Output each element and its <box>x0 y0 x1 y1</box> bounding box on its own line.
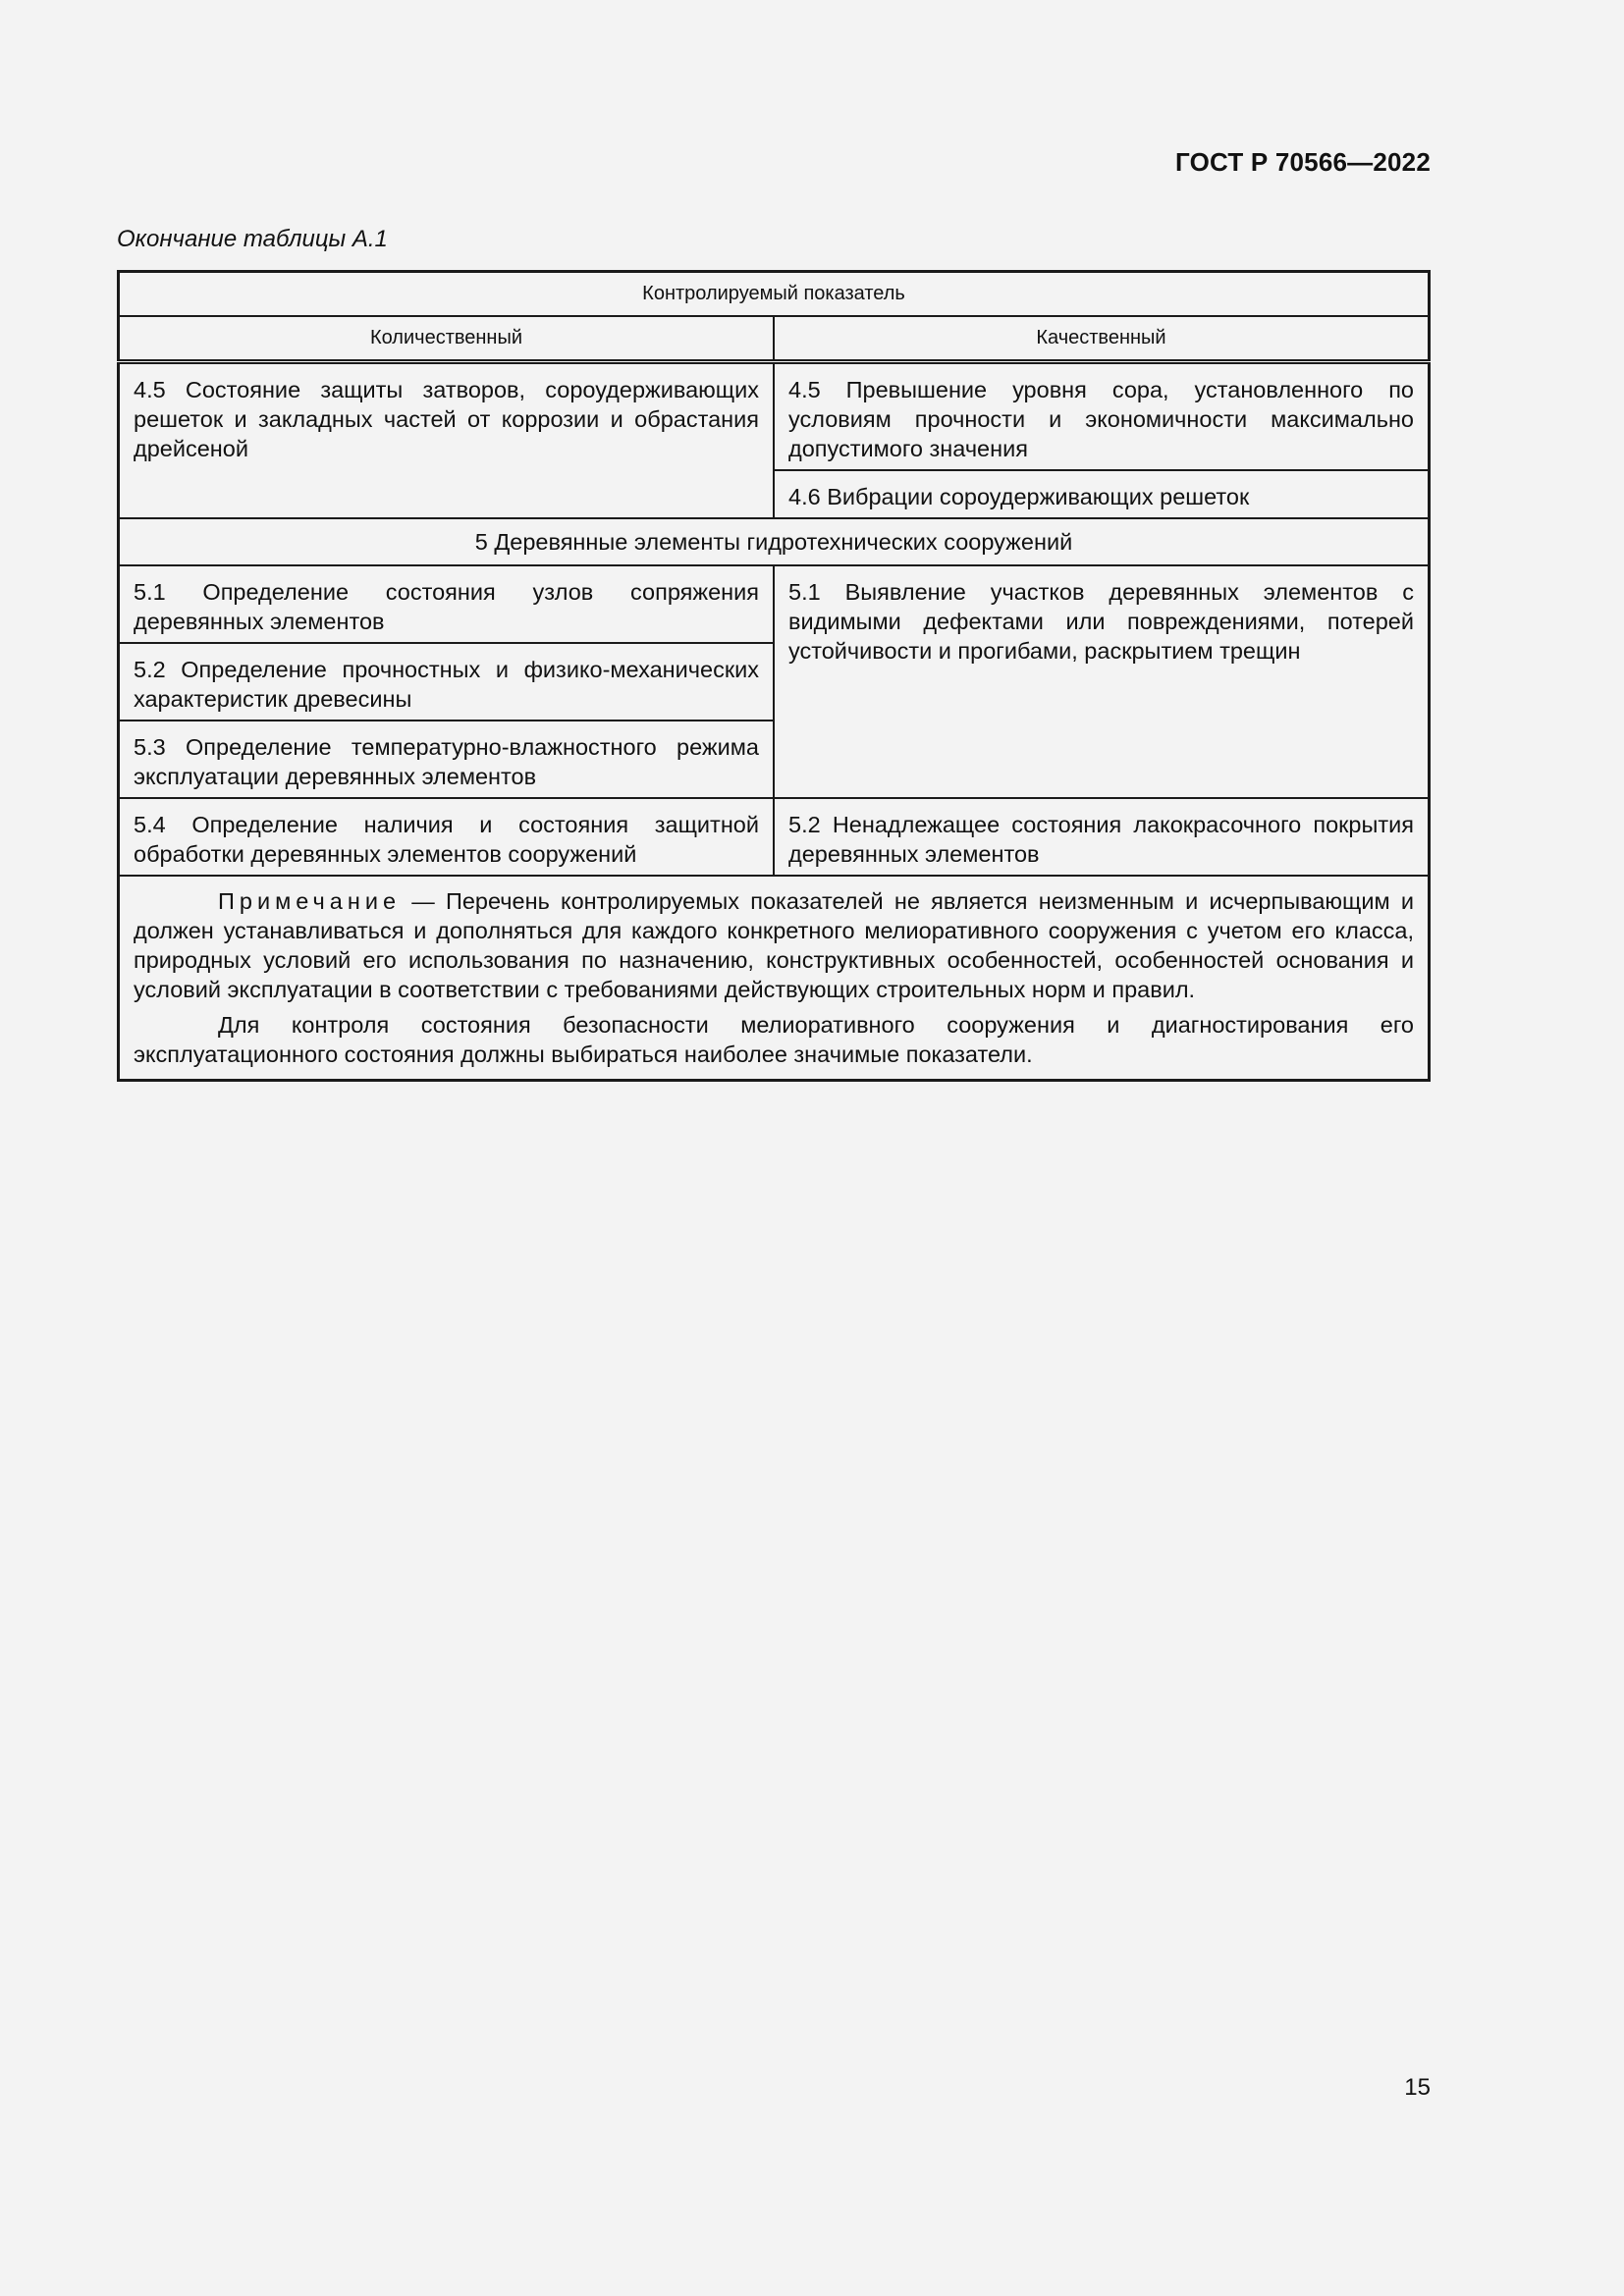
indicators-table <box>117 270 1431 1082</box>
note-text-1: — Перечень контролируемых показателей не является неизменным и исчерпывающим и должен устанавливаться и дополняться для каждого конкретного мелиоративного сооружения с учетом его класса, природных условий его использования по назначению, конструктивных особенностей, особенностей основания и условий эксплуатации в соответствии с требованиями действующих строительных норм и правил. <box>134 888 1414 1002</box>
table-cell-5-2-quantitative: 5.2 Определение прочностных и физико-механических характеристик древесины <box>119 643 775 721</box>
column-header-qualitative: Качественный <box>774 316 1430 362</box>
table-cell-5-1-qualitative: 5.1 Выявление участков деревянных элементов с видимыми дефектами или повреждениями, потерей устойчивости и прогибами, раскрытием трещин <box>774 565 1430 798</box>
table-cell-5-3-quantitative: 5.3 Определение температурно-влажностного режима эксплуатации деревянных элементов <box>119 721 775 798</box>
table-row <box>119 565 1430 643</box>
table-header-controlled-indicator: Контролируемый показатель <box>119 272 1430 317</box>
table-cell-4-6-qualitative: 4.6 Вибрации сороудерживающих решеток <box>774 470 1430 518</box>
document-code: ГОСТ Р 70566—2022 <box>1175 147 1431 177</box>
table-subheader-row <box>119 316 1430 362</box>
table-cell-4-5-qualitative: 4.5 Превышение уровня сора, установленного по условиям прочности и экономичности максимально допустимого значения <box>774 362 1430 471</box>
table-row <box>119 362 1430 471</box>
table-row <box>119 798 1430 876</box>
table-cell-5-1-quantitative: 5.1 Определение состояния узлов сопряжения деревянных элементов <box>119 565 775 643</box>
note-paragraph-2: Для контроля состояния безопасности мелиоративного сооружения и диагностирования его эксплуатационного состояния должны выбираться наиболее значимые показатели. <box>134 1012 1414 1067</box>
table-section-5-title: 5 Деревянные элементы гидротехнических сооружений <box>119 518 1430 565</box>
table-cell-5-2-qualitative: 5.2 Ненадлежащее состояния лакокрасочного покрытия деревянных элементов <box>774 798 1430 876</box>
table-caption: Окончание таблицы А.1 <box>117 226 388 252</box>
table-cell-5-4-quantitative: 5.4 Определение наличия и состояния защитной обработки деревянных элементов сооружений <box>119 798 775 876</box>
note-label: Примечание <box>218 888 402 914</box>
table-note <box>119 876 1430 1081</box>
table-header-row <box>119 272 1430 317</box>
table-note-row <box>119 876 1430 1081</box>
column-header-quantitative: Количественный <box>119 316 775 362</box>
note-paragraph-1 <box>134 886 1414 1004</box>
page-number: 15 <box>1404 2074 1431 2101</box>
table-cell-4-5-quantitative: 4.5 Состояние защиты затворов, сороудерживающих решеток и закладных частей от коррозии и обрастания дрейсеной <box>119 362 775 519</box>
table-section-row <box>119 518 1430 565</box>
